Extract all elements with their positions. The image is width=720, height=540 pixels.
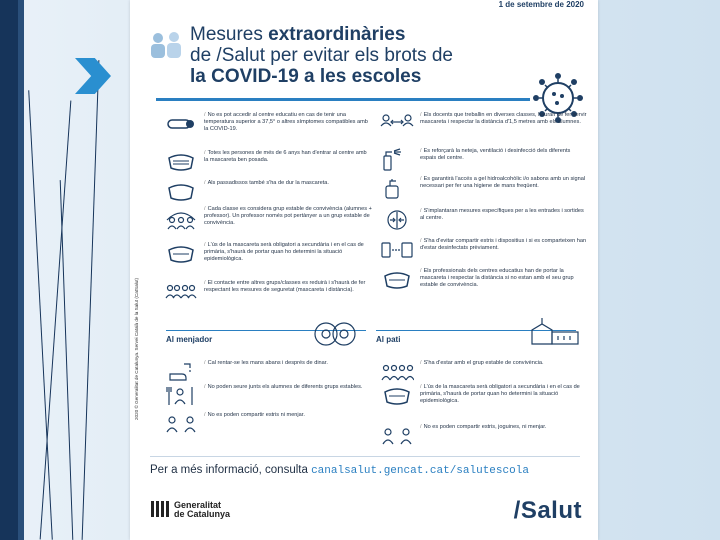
item-text: / No es poden compartir estris ni menjar. <box>204 412 372 419</box>
cutlery-icon <box>164 384 198 408</box>
title-line3: la COVID-19 a les escoles <box>190 66 422 87</box>
vertical-credit-text: 2020 © Generalitat de Catalunya. Servei Català de la Salut (CatSalut) <box>134 277 139 420</box>
salut-logo: /Salut <box>513 497 582 524</box>
item-text: / Als passadissos també s'ha de dur la mascareta. <box>204 180 372 187</box>
group-distance-icon <box>164 280 198 304</box>
item-text: / Cal rentar-se les mans abans i després de dinar. <box>204 360 372 367</box>
more-info-text: Per a més informació, consulta <box>150 464 312 476</box>
more-info-link[interactable]: canalsalut.gencat.cat/salutescola <box>311 465 529 477</box>
professional-mask-icon <box>380 268 414 292</box>
hand-wash-icon <box>164 360 198 384</box>
class-change-icon <box>380 112 414 136</box>
item-text: / Es reforçarà la neteja, ventilació i desinfecció dels diferents espais del centre. <box>420 148 588 162</box>
vertical-credit <box>134 277 144 430</box>
school-building-icon <box>530 316 580 346</box>
item-text: / No es pot accedir al centre educatiu en cas de tenir una temperatura superior a 37,5° o altres símptomes compatibles amb la COVID-19. <box>204 112 372 133</box>
brand-line1: Generalitat <box>174 500 222 510</box>
mask-icon <box>164 242 198 266</box>
item-text: / Els docents que treballin en diverses classes, hauran de fer servir mascareta i respectar la distància d'1,5 metres amb els alumnes. <box>420 112 588 126</box>
entrance-icon <box>380 208 414 232</box>
footer-rule <box>150 456 580 457</box>
section-dining-label: Al menjador <box>166 335 213 344</box>
kids-group-icon <box>380 360 414 384</box>
title-line1-normal: Mesures <box>190 24 269 45</box>
plate-icon <box>312 320 358 348</box>
spray-icon <box>380 148 414 172</box>
item-text: / S'ha d'evitar compartir estris i dispositius i si es comparteixen han d'estar desinfectats prèviament. <box>420 238 588 252</box>
people-icon <box>146 30 186 60</box>
item-text: / S'implantaran mesures específiques per a les entrades i sortides al centre. <box>420 208 588 222</box>
title-line1-bold: extraordinàries <box>268 24 406 45</box>
item-text: / No es poden compartir estris, joguines, ni menjar. <box>420 424 588 431</box>
poster-date: 1 de setembre de 2020 <box>498 0 584 9</box>
poster-title <box>190 24 540 87</box>
item-text: / El contacte entre altres grups/classes es reduirà i s'haurà de fer respectant les mesures de seguretat (mascareta i distància). <box>204 280 372 294</box>
item-text: / Totes les persones de més de 6 anys han d'entrar al centre amb la mascareta ben posada. <box>204 150 372 164</box>
generalitat-brand <box>174 501 230 519</box>
no-share-icon <box>164 412 198 436</box>
devices-icon <box>380 238 414 262</box>
slide-left-bar <box>0 0 18 540</box>
group-icon <box>164 206 198 230</box>
covid-poster <box>130 0 598 540</box>
section-playground-label: Al pati <box>376 335 401 344</box>
mask-icon <box>164 150 198 174</box>
generalitat-logo-icon <box>150 500 170 518</box>
corridor-icon <box>164 180 198 204</box>
mask-icon <box>380 384 414 408</box>
item-text: / Els professionals dels centres educatius han de portar la mascareta i respectar la distància si no estan amb el seu grup estable de convivència. <box>420 268 588 289</box>
item-text: / No poden seure junts els alumnes de diferents grups estables. <box>204 384 372 391</box>
item-text: / L'ús de la mascareta serà obligatori a secundària i en el cas de primària, s'haurà de portar quan ho determini la situació epidemiològica. <box>204 242 372 263</box>
item-text: / S'ha d'estar amb el grup estable de convivència. <box>420 360 588 367</box>
title-rule <box>156 98 530 101</box>
soap-icon <box>380 176 414 200</box>
slide-left-accent <box>18 0 24 540</box>
no-share-icon <box>380 424 414 448</box>
item-text: / Cada classe es considera grup estable de convivència (alumnes + professor). Un professor només pot pertànyer a un grup estable de convivència. <box>204 206 372 227</box>
item-text: / Es garantirà l'accés a gel hidroalcohòlic i/o sabons amb un signal necessari per fer una higiene de mans freqüent. <box>420 176 588 190</box>
title-line2: de /Salut per evitar els brots de <box>190 45 453 66</box>
item-text: / L'ús de la mascareta serà obligatori a secundària i en el cas de primària, s'haurà de portar quan ho determini la situació epidemiològica. <box>420 384 588 405</box>
thermometer-icon <box>164 112 198 136</box>
brand-line2: de Catalunya <box>174 509 231 519</box>
more-info <box>150 464 590 477</box>
